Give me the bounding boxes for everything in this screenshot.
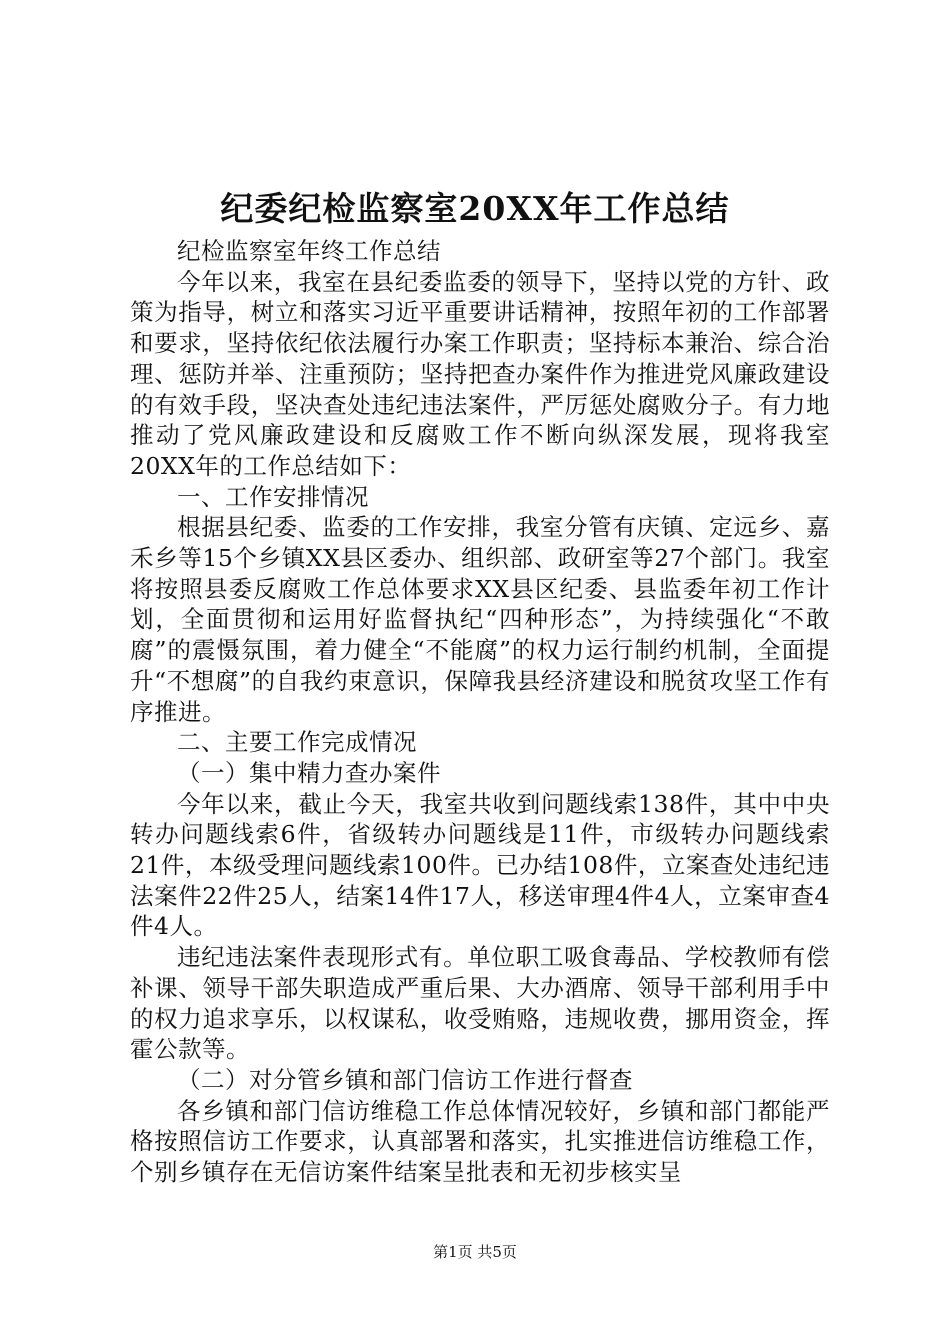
subtitle-paragraph: 纪检监察室年终工作总结 <box>177 237 441 265</box>
body-paragraph: 今年以来，截止今天，我室共收到问题线索138件，其中中央转办问题线索6件，省级转办问题线是11件，市级转办问题线索21件，本级受理问题线索100件。已办结108件，立案查处违纪违法案件22件25人，结案14件17人，移送审理4件4人，立案审查4件4人。 <box>130 789 830 941</box>
body-paragraph: 根据县纪委、监委的工作安排，我室分管有庆镇、定远乡、嘉禾乡等15个乡镇XX县区委办、组织部、政研室等27个部门。我室将按照县委反腐败工作总体要求XX县区纪委、县监委年初工作计划，全面贯彻和运用好监督执纪“四种形态”，为持续强化“不敢腐”的震慑氛围，着力健全“不能腐”的权力运行制约机制，全面提升“不想腐”的自我约束意识，保障我县经济建设和脱贫攻坚工作有序推进。 <box>130 513 830 726</box>
section-heading-2: 二、主要工作完成情况 <box>177 728 417 757</box>
document-title: 纪委纪检监察室20XX年工作总结 <box>220 189 730 228</box>
section-heading-1: 一、工作安排情况 <box>177 482 369 511</box>
document-body <box>130 236 830 1188</box>
page-footer: 第1页 共5页 <box>433 1243 517 1261</box>
subsection-heading-1: （一）集中精力查办案件 <box>177 758 441 787</box>
intro-paragraph: 今年以来，我室在县纪委监委的领导下，坚持以党的方针、政策为指导，树立和落实习近平重要讲话精神，按照年初的工作部署和要求，坚持依纪依法履行办案工作职责；坚持标本兼治、综合治理、惩防并举、注重预防；坚持把查办案件作为推进党风廉政建设的有效手段，坚决查处违纪违法案件，严厉惩处腐败分子。有力地推动了党风廉政建设和反腐败工作不断向纵深发展，现将我室20XX年的工作总结如下： <box>130 267 830 480</box>
body-paragraph: 各乡镇和部门信访维稳工作总体情况较好，乡镇和部门都能严格按照信访工作要求，认真部署和落实，扎实推进信访维稳工作，个别乡镇存在无信访案件结案呈批表和无初步核实呈 <box>130 1096 830 1187</box>
body-paragraph: 违纪违法案件表现形式有。单位职工吸食毒品、学校教师有偿补课、领导干部失职造成严重后果、大办酒席、领导干部利用手中的权力追求享乐，以权谋私，收受贿赂，违规收费，挪用资金，挥霍公款等。 <box>130 943 830 1064</box>
subsection-heading-2: （二）对分管乡镇和部门信访工作进行督查 <box>177 1065 633 1094</box>
